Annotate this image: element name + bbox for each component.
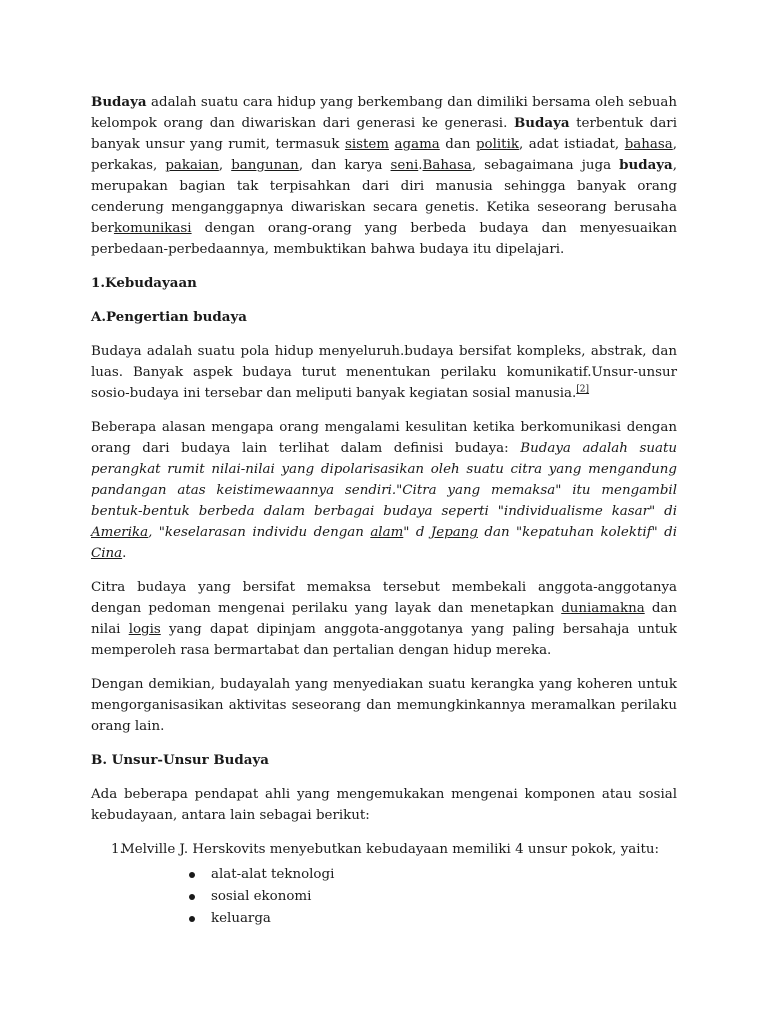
paragraph-kerangka: Dengan demikian, budayalah yang menyediakan suatu kerangka yang koheren untuk mengorganisasikan aktivitas seseorang dan memungkinkannya meramalkan perilaku orang lain. — [91, 677, 677, 734]
link-alam[interactable]: alam — [370, 525, 404, 540]
heading-pengertian-budaya: A.Pengertian budaya — [91, 309, 247, 325]
link-komunikasi[interactable]: komunikasi — [113, 221, 192, 236]
paragraph-pengertian: Budaya adalah suatu pola hidup menyeluruh.budaya bersifat kompleks, abstrak, dan luas. Banyak aspek budaya turut menentukan perilaku komunikatif.Unsur-unsur sosio-budaya ini tersebar dan meliputi banyak kegiatan sosial manusia.[2] — [91, 344, 677, 401]
expert-list — [91, 839, 677, 930]
heading-kebudayaan: 1.Kebudayaan — [91, 275, 197, 291]
link-duniamakna[interactable]: duniamakna — [561, 601, 645, 616]
link-bangunan[interactable]: bangunan — [231, 158, 299, 173]
link-sistem[interactable]: sistem — [344, 137, 389, 152]
link-politik[interactable]: politik — [475, 137, 519, 152]
link-jepang[interactable]: Jepang — [430, 525, 478, 540]
list-number: 1. — [111, 842, 124, 857]
link-amerika[interactable]: Amerika — [91, 525, 149, 540]
link-agama[interactable]: agama — [394, 137, 440, 152]
link-seni[interactable]: seni — [390, 158, 419, 173]
bullet-item: keluarga — [121, 908, 677, 930]
link-cina[interactable]: Cina — [91, 546, 123, 561]
paragraph-alasan: Beberapa alasan mengapa orang mengalami kesulitan ketika berkomunikasi dengan orang dari budaya lain terlihat dalam definisi budaya: Budaya adalah suatu perangkat rumit nilai-nilai yang dipolarisasikan oleh suatu citra yang mengandung pandangan atas keistimewaannya sendiri."Citra yang memaksa" itu mengambil bentuk-bentuk berbeda dalam berbagai budaya seperti "individualisme kasar" di Amerika, "keselarasan individu dengan alam" d Jepang dan "kepatuhan kolektif" di Cina. — [91, 420, 678, 561]
element-bullet-list — [121, 864, 677, 930]
link-pakaian[interactable]: pakaian — [165, 158, 219, 173]
paragraph-pendapat-ahli: Ada beberapa pendapat ahli yang mengemukakan mengenai komponen atau sosial kebudayaan, antara lain sebagai berikut: — [91, 787, 677, 823]
link-bahasa[interactable]: bahasa — [624, 137, 673, 152]
bullet-item: sosial ekonomi — [121, 886, 677, 908]
paragraph-citra-budaya: Citra budaya yang bersifat memaksa tersebut membekali anggota-anggotanya dengan pedoman mengenai perilaku yang layak dan menetapkan duniamakna dan nilai logis yang dapat dipinjam anggota-anggotanya yang paling bersahaja untuk memperoleh rasa bermartabat dan pertalian dengan hidup mereka. — [91, 580, 678, 658]
list-item-text: Melville J. Herskovits menyebutkan kebudayaan memiliki 4 unsur pokok, yaitu: — [121, 842, 660, 857]
reference-link-2[interactable]: [2] — [576, 384, 590, 395]
link-bahasa-2[interactable]: Bahasa — [422, 158, 472, 173]
bullet-item: alat-alat teknologi — [121, 864, 677, 886]
heading-unsur-budaya: B. Unsur-Unsur Budaya — [91, 752, 269, 768]
link-logis[interactable]: logis — [128, 622, 161, 637]
intro-paragraph: Budaya adalah suatu cara hidup yang berkembang dan dimiliki bersama oleh sebuah kelompok orang dan diwariskan dari generasi ke generasi. Budaya terbentuk dari banyak unsur yang rumit, termasuk sistem agama dan politik, adat istiadat, bahasa, perkakas, pakaian, bangunan, dan karya seni.Bahasa, sebagaimana juga budaya, merupakan bagian tak terpisahkan dari diri manusia sehingga banyak orang cenderung menganggapnya diwariskan secara genetis. Ketika seseorang berusaha berkomunikasi dengan orang-orang yang berbeda budaya dan menyesuaikan perbedaan-perbedaannya, membuktikan bahwa budaya itu dipelajari. — [91, 94, 678, 257]
list-item — [91, 839, 677, 930]
